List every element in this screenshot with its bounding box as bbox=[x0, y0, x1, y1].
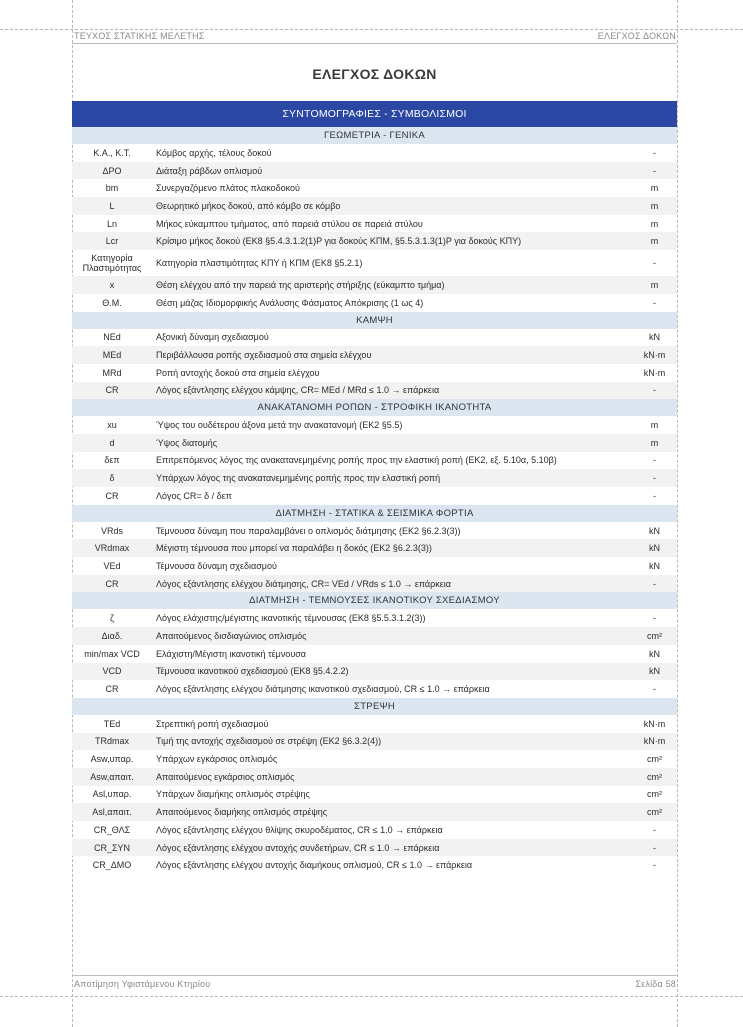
unit-cell: kN·m bbox=[643, 718, 666, 729]
section-header-row bbox=[72, 505, 677, 522]
description-cell: Λόγος εξάντλησης ελέγχου διάτμησης, CR= VEd / VRds ≤ 1.0 → επάρκεια bbox=[152, 575, 632, 593]
description-cell: Ελάχιστη/Μέγιστη ικανοτική τέμνουσα bbox=[156, 648, 307, 659]
description-cell: Ροπή αντοχής δοκού στα σημεία ελέγχου bbox=[156, 367, 320, 378]
symbol-cell: Κατηγορία Πλαστιμότητας bbox=[82, 253, 142, 274]
table-row bbox=[72, 856, 677, 874]
description-cell: Τιμή της αντοχής σχεδιασμού σε στρέψη (ΕΚ2 §6.3.2(4)) bbox=[152, 733, 632, 751]
table-row bbox=[72, 276, 677, 294]
section-header-row bbox=[72, 698, 677, 715]
section-title: ΣΤΡΕΨΗ bbox=[72, 698, 677, 715]
symbol-cell: MRd bbox=[102, 367, 122, 378]
unit-cell: - bbox=[653, 684, 657, 695]
section-title: ΓΕΩΜΕΤΡΙΑ - ΓΕΝΙΚΑ bbox=[72, 127, 677, 144]
symbol-cell: VEd bbox=[103, 560, 121, 571]
page-title: ΕΛΕΓΧΟΣ ΔΟΚΩΝ bbox=[312, 66, 437, 82]
description-cell: Κόμβος αρχής, τέλους δοκού bbox=[156, 147, 272, 158]
unit-cell: kN bbox=[632, 663, 677, 681]
unit-cell: kN·m bbox=[632, 733, 677, 751]
section-header-row bbox=[72, 592, 677, 609]
symbol-cell: CR_ΔΜΟ bbox=[92, 860, 132, 871]
description-cell: Τέμνουσα ικανοτικού σχεδιασμού (ΕΚ8 §5.4.2.2) bbox=[152, 663, 632, 681]
symbol-cell: VRdmax bbox=[72, 539, 152, 557]
table-row bbox=[72, 215, 677, 233]
symbol-cell: L bbox=[72, 197, 152, 215]
description-cell: Ύψος διατομής bbox=[152, 434, 632, 452]
symbol-cell: Asw,υπαρ. bbox=[90, 754, 134, 765]
description-cell: Επιτρεπόμενος λόγος της ανακατανεμημένης ροπής προς την ελαστική ροπή (ΕΚ2, εξ. 5.10α, 5.10β) bbox=[156, 455, 557, 466]
section-title: ΔΙΑΤΜΗΣΗ - ΣΤΑΤΙΚΑ & ΣΕΙΣΜΙΚΑ ΦΟΡΤΙΑ bbox=[72, 505, 677, 522]
symbol-cell: CR bbox=[105, 490, 119, 501]
description-cell: Λόγος CR= δ / δεπ bbox=[156, 490, 232, 501]
unit-cell: kN·m bbox=[632, 346, 677, 364]
table-row bbox=[72, 539, 677, 557]
page-guide-bottom bbox=[0, 996, 743, 997]
symbol-cell: CR bbox=[72, 575, 152, 593]
table-row bbox=[72, 609, 677, 627]
table-row bbox=[72, 382, 677, 400]
unit-cell: kN bbox=[649, 332, 661, 343]
description-cell: Κατηγορία πλαστιμότητας ΚΠΥ ή ΚΠΜ (ΕΚ8 §5.2.1) bbox=[156, 258, 363, 269]
description-cell: Λόγος εξάντλησης ελέγχου διάτμησης ικανοτικού σχεδιασμού, CR ≤ 1.0 → επάρκεια bbox=[156, 684, 490, 695]
unit-cell: - bbox=[653, 147, 657, 158]
table-row bbox=[72, 768, 677, 786]
table-row bbox=[72, 416, 677, 434]
unit-cell: m bbox=[632, 197, 677, 215]
symbol-cell: CR bbox=[105, 684, 119, 695]
table-row bbox=[72, 803, 677, 821]
description-cell: Απαιτούμενος διαμήκης οπλισμός στρέψης bbox=[152, 803, 632, 821]
description-cell: Διάταξη ράβδων οπλισμού bbox=[152, 162, 632, 180]
unit-cell: - bbox=[632, 839, 677, 857]
symbol-cell: CR bbox=[72, 382, 152, 400]
unit-cell: - bbox=[653, 860, 657, 871]
table-row bbox=[72, 364, 677, 382]
symbol-cell: CR_ΘΛΣ bbox=[93, 824, 131, 835]
symbol-cell: Asl,υπαρ. bbox=[92, 789, 132, 800]
table-row bbox=[72, 469, 677, 487]
unit-cell: cm² bbox=[632, 803, 677, 821]
symbol-cell: ΔΡΟ bbox=[72, 162, 152, 180]
page-number: Σελίδα 58 bbox=[635, 979, 676, 989]
unit-cell: - bbox=[653, 258, 657, 269]
description-cell: Θέση μάζας Ιδιομορφικής Ανάλυσης Φάσματος Απόκρισης (1 ως 4) bbox=[156, 297, 424, 308]
unit-cell: - bbox=[632, 382, 677, 400]
symbol-cell: CR_ΣΥΝ bbox=[72, 839, 152, 857]
symbol-cell: VRds bbox=[100, 525, 123, 536]
description-cell: Λόγος εξάντλησης ελέγχου αντοχής διαμήκους οπλισμού, CR ≤ 1.0 → επάρκεια bbox=[156, 860, 473, 871]
unit-cell: - bbox=[632, 162, 677, 180]
table-row bbox=[72, 557, 677, 575]
description-cell: Τέμνουσα δύναμη που παραλαμβάνει ο οπλισμός διάτμησης (ΕΚ2 §6.2.3(3)) bbox=[156, 525, 461, 536]
table-row bbox=[72, 663, 677, 681]
header-rule bbox=[72, 43, 677, 44]
section-header-row bbox=[72, 312, 677, 329]
description-cell: Λόγος εξάντλησης ελέγχου αντοχής συνδετήρων, CR ≤ 1.0 → επάρκεια bbox=[152, 839, 632, 857]
symbol-cell: xu bbox=[107, 420, 117, 431]
unit-cell: m bbox=[650, 420, 659, 431]
table-row bbox=[72, 733, 677, 751]
description-cell: Στρεπτική ροπή σχεδιασμού bbox=[156, 718, 269, 729]
section-title: ΑΝΑΚΑΤΑΝΟΜΗ ΡΟΠΩΝ - ΣΤΡΟΦΙΚΗ ΙΚΑΝΟΤΗΤΑ bbox=[72, 399, 677, 416]
description-cell: Απαιτούμενος εγκάρσιος οπλισμός bbox=[152, 768, 632, 786]
section-title: ΔΙΑΤΜΗΣΗ - ΤΕΜΝΟΥΣΕΣ ΙΚΑΝΟΤΙΚΟΥ ΣΧΕΔΙΑΣΜΟΥ bbox=[72, 592, 677, 609]
symbol-cell: Ln bbox=[106, 218, 117, 229]
description-cell: Κρίσιμο μήκος δοκού (ΕΚ8 §5.4.3.1.2(1)P για δοκούς ΚΠΜ, §5.5.3.1.3(1)P για δοκούς ΚΠΥ) bbox=[152, 232, 632, 250]
unit-cell: - bbox=[632, 469, 677, 487]
description-cell: Υπάρχων διαμήκης οπλισμός στρέψης bbox=[156, 789, 310, 800]
symbol-cell: ζ bbox=[110, 613, 114, 624]
table-row bbox=[72, 715, 677, 733]
table-row bbox=[72, 750, 677, 768]
running-header-left: ΤΕΥΧΟΣ ΣΤΑΤΙΚΗΣ ΜΕΛΕΤΗΣ bbox=[74, 31, 205, 41]
description-cell: Ύψος του ουδέτερου άξονα μετά την ανακατανομή (ΕΚ2 §5.5) bbox=[156, 420, 403, 431]
description-cell: Θεωρητικό μήκος δοκού, από κόμβο σε κόμβο bbox=[152, 197, 632, 215]
unit-cell: kN bbox=[649, 525, 661, 536]
page-guide-right bbox=[677, 0, 678, 1027]
page-guide-top bbox=[0, 29, 743, 30]
unit-cell: - bbox=[632, 575, 677, 593]
table-row bbox=[72, 487, 677, 505]
table-row bbox=[72, 680, 677, 698]
description-cell: Αξονική δύναμη σχεδιασμού bbox=[156, 332, 269, 343]
description-cell: Μέγιστη τέμνουσα που μπορεί να παραλάβει η δοκός (ΕΚ2 §6.2.3(3)) bbox=[152, 539, 632, 557]
table-row bbox=[72, 575, 677, 593]
symbol-cell: Κ.Α., Κ.Τ. bbox=[93, 147, 131, 158]
description-cell: Λόγος ελάχιστης/μέγιστης ικανοτικής τέμνουσας (ΕΚ8 §5.5.3.1.2(3)) bbox=[156, 613, 426, 624]
description-cell: Υπάρχων εγκάρσιος οπλισμός bbox=[156, 754, 278, 765]
table-row bbox=[72, 197, 677, 215]
symbol-cell: VCD bbox=[72, 663, 152, 681]
table-row bbox=[72, 645, 677, 663]
table-row bbox=[72, 627, 677, 645]
description-cell: Λόγος εξάντλησης ελέγχου κάμψης, CR= MEd / MRd ≤ 1.0 → επάρκεια bbox=[152, 382, 632, 400]
symbol-cell: Διαδ. bbox=[72, 627, 152, 645]
unit-cell: kN bbox=[649, 560, 661, 571]
table-row bbox=[72, 179, 677, 197]
unit-cell: m bbox=[632, 232, 677, 250]
table-row bbox=[72, 162, 677, 180]
table-row bbox=[72, 452, 677, 470]
table-row bbox=[72, 294, 677, 312]
symbol-cell: Asw,απαιτ. bbox=[72, 768, 152, 786]
unit-cell: - bbox=[653, 297, 657, 308]
unit-cell: cm² bbox=[647, 789, 663, 800]
symbol-cell: Lcr bbox=[72, 232, 152, 250]
symbol-cell: bm bbox=[105, 183, 119, 194]
table-row bbox=[72, 821, 677, 839]
description-cell: Θέση ελέγχου από την παρειά της αριστερής στήριξης (εύκαμπτο τμήμα) bbox=[152, 276, 632, 294]
table-row bbox=[72, 786, 677, 804]
table-row bbox=[72, 144, 677, 162]
running-header-right: ΕΛΕΓΧΟΣ ΔΟΚΩΝ bbox=[597, 31, 676, 41]
section-header-row bbox=[72, 127, 677, 144]
unit-cell: m bbox=[632, 276, 677, 294]
table-row bbox=[72, 434, 677, 452]
unit-cell: kN bbox=[649, 648, 661, 659]
unit-cell: m bbox=[632, 434, 677, 452]
symbol-cell: MEd bbox=[72, 346, 152, 364]
unit-cell: - bbox=[653, 613, 657, 624]
unit-cell: cm² bbox=[647, 754, 663, 765]
symbol-cell: d bbox=[72, 434, 152, 452]
description-cell: Υπάρχων λόγος της ανακατανεμημένης ροπής προς την ελαστική ροπή bbox=[152, 469, 632, 487]
footer-rule bbox=[72, 975, 677, 976]
unit-cell: - bbox=[653, 490, 657, 501]
symbol-cell: δ bbox=[72, 469, 152, 487]
description-cell: Συνεργαζόμενο πλάτος πλακοδοκού bbox=[156, 183, 300, 194]
symbol-cell: TEd bbox=[103, 718, 121, 729]
table-heading: ΣΥΝΤΟΜΟΓΡΑΦΙΕΣ - ΣΥΜΒΟΛΙΣΜΟΙ bbox=[72, 101, 677, 127]
unit-cell: cm² bbox=[632, 768, 677, 786]
symbol-cell: δεπ bbox=[104, 455, 120, 466]
table-row bbox=[72, 329, 677, 347]
section-header-row bbox=[72, 399, 677, 416]
description-cell: Απαιτούμενος δισδιαγώνιος οπλισμός bbox=[152, 627, 632, 645]
unit-cell: - bbox=[653, 455, 657, 466]
symbol-cell: min/max VCD bbox=[84, 648, 140, 659]
unit-cell: cm² bbox=[632, 627, 677, 645]
table-row bbox=[72, 232, 677, 250]
description-cell: Λόγος εξάντλησης ελέγχου θλίψης σκυροδέματος, CR ≤ 1.0 → επάρκεια bbox=[156, 824, 443, 835]
description-cell: Περιβάλλουσα ροπής σχεδιασμού στα σημεία ελέγχου bbox=[152, 346, 632, 364]
unit-cell: m bbox=[650, 183, 659, 194]
table-row bbox=[72, 250, 677, 276]
abbreviations-table bbox=[72, 101, 677, 874]
symbol-cell: TRdmax bbox=[72, 733, 152, 751]
table-row bbox=[72, 522, 677, 540]
table-row bbox=[72, 346, 677, 364]
table-row bbox=[72, 839, 677, 857]
unit-cell: kN bbox=[632, 539, 677, 557]
section-title: ΚΑΜΨΗ bbox=[72, 312, 677, 329]
table-heading-row bbox=[72, 101, 677, 127]
running-footer-left: Αποτίμηση Υφιστάμενου Κτηρίου bbox=[74, 979, 211, 989]
symbol-cell: Θ.Μ. bbox=[102, 297, 122, 308]
description-cell: Μήκος εύκαμπτου τμήματος, από παρειά στύλου σε παρειά στύλου bbox=[156, 218, 423, 229]
symbol-cell: NEd bbox=[103, 332, 121, 343]
description-cell: Τέμνουσα δύναμη σχεδιασμού bbox=[156, 560, 277, 571]
symbol-cell: Asl,απαιτ. bbox=[72, 803, 152, 821]
symbol-cell: x bbox=[72, 276, 152, 294]
unit-cell: kN·m bbox=[643, 367, 666, 378]
unit-cell: m bbox=[650, 218, 659, 229]
unit-cell: - bbox=[653, 824, 657, 835]
